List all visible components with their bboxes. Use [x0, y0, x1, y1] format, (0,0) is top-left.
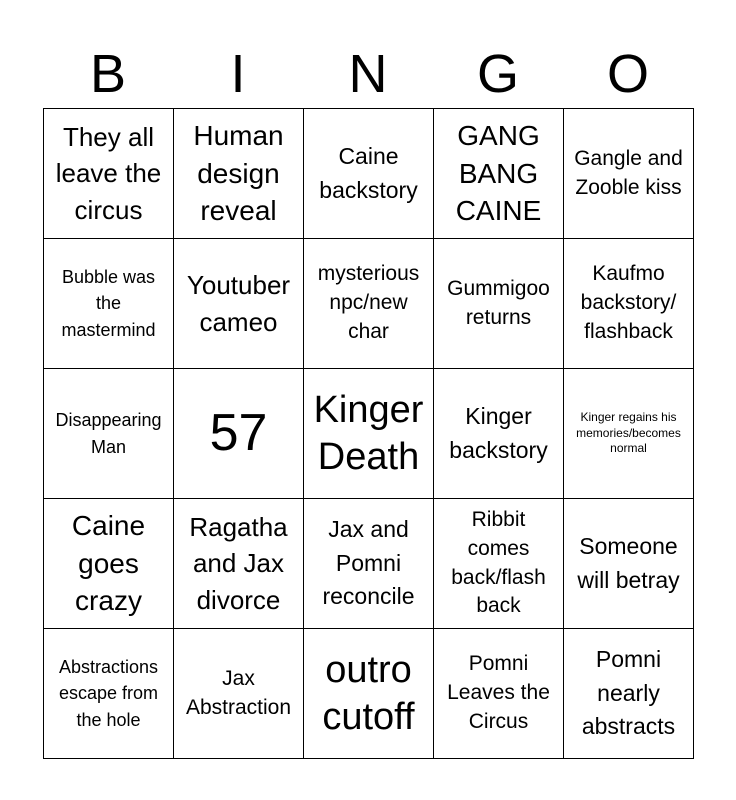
cell-text: Caine goes crazy [71, 509, 146, 617]
bingo-header [43, 40, 693, 108]
bingo-cell[interactable] [44, 369, 174, 499]
bingo-cell[interactable] [564, 629, 694, 759]
bingo-cell[interactable] [434, 629, 564, 759]
bingo-cell[interactable] [174, 369, 304, 499]
bingo-cell[interactable] [44, 239, 174, 369]
bingo-cell[interactable] [44, 499, 174, 629]
bingo-cell[interactable] [564, 239, 694, 369]
bingo-cell[interactable] [304, 109, 434, 239]
bingo-cell[interactable] [44, 629, 174, 759]
bingo-cell[interactable] [174, 109, 304, 239]
cell-text: Gangle and Zooble kiss [574, 146, 683, 199]
bingo-cell[interactable] [564, 369, 694, 499]
cell-text: outro cutoff [322, 649, 415, 738]
header-letter-n: N [348, 44, 388, 104]
bingo-cell[interactable] [564, 109, 694, 239]
cell-text: They all leave the circus [55, 121, 162, 225]
header-letter-b: B [89, 44, 127, 104]
cell-text: Kinger backstory [449, 403, 548, 463]
bingo-cell[interactable] [434, 109, 564, 239]
cell-text: Jax and Pomni reconcile [322, 516, 415, 610]
bingo-cell[interactable] [564, 499, 694, 629]
cell-text: Jax Abstraction [185, 666, 292, 719]
cell-text: Kaufmo backstory/ flashback [580, 262, 677, 343]
cell-text: Youtuber cameo [186, 270, 291, 337]
cell-text: Abstractions escape from the hole [58, 657, 159, 730]
bingo-cell[interactable] [174, 499, 304, 629]
cell-text: Human design reveal [193, 119, 284, 227]
bingo-cell[interactable] [304, 629, 434, 759]
cell-text: Gummigoo returns [447, 276, 550, 329]
header-letter-i: I [230, 44, 246, 104]
cell-text: Kinger Death [313, 389, 424, 478]
header-letter-o: O [606, 44, 649, 104]
bingo-cell[interactable] [174, 629, 304, 759]
cell-text: Pomni nearly abstracts [581, 646, 676, 740]
cell-text: Ragatha and Jax divorce [189, 511, 288, 615]
bingo-cell[interactable] [304, 369, 434, 499]
cell-text: Bubble was the mastermind [61, 267, 156, 340]
bingo-cell[interactable] [174, 239, 304, 369]
cell-text: Disappearing Man [55, 410, 162, 457]
cell-text: mysterious npc/new char [317, 262, 420, 343]
bingo-cell[interactable] [434, 499, 564, 629]
cell-text: GANG BANG CAINE [455, 119, 542, 227]
cell-text: Ribbit comes back/flash back [451, 507, 546, 618]
cell-text: Pomni Leaves the Circus [447, 652, 550, 733]
header-letter-g: G [476, 44, 519, 104]
cell-text: Caine backstory [319, 143, 418, 203]
bingo-cell[interactable] [434, 239, 564, 369]
bingo-cell[interactable] [304, 499, 434, 629]
cell-text: 57 [209, 403, 268, 462]
cell-text: Someone will betray [577, 533, 680, 593]
cell-text: Kinger regains his memories/becomes normal [576, 410, 681, 456]
bingo-board [43, 108, 694, 759]
bingo-cell[interactable] [434, 369, 564, 499]
bingo-cell[interactable] [44, 109, 174, 239]
bingo-cell[interactable] [304, 239, 434, 369]
